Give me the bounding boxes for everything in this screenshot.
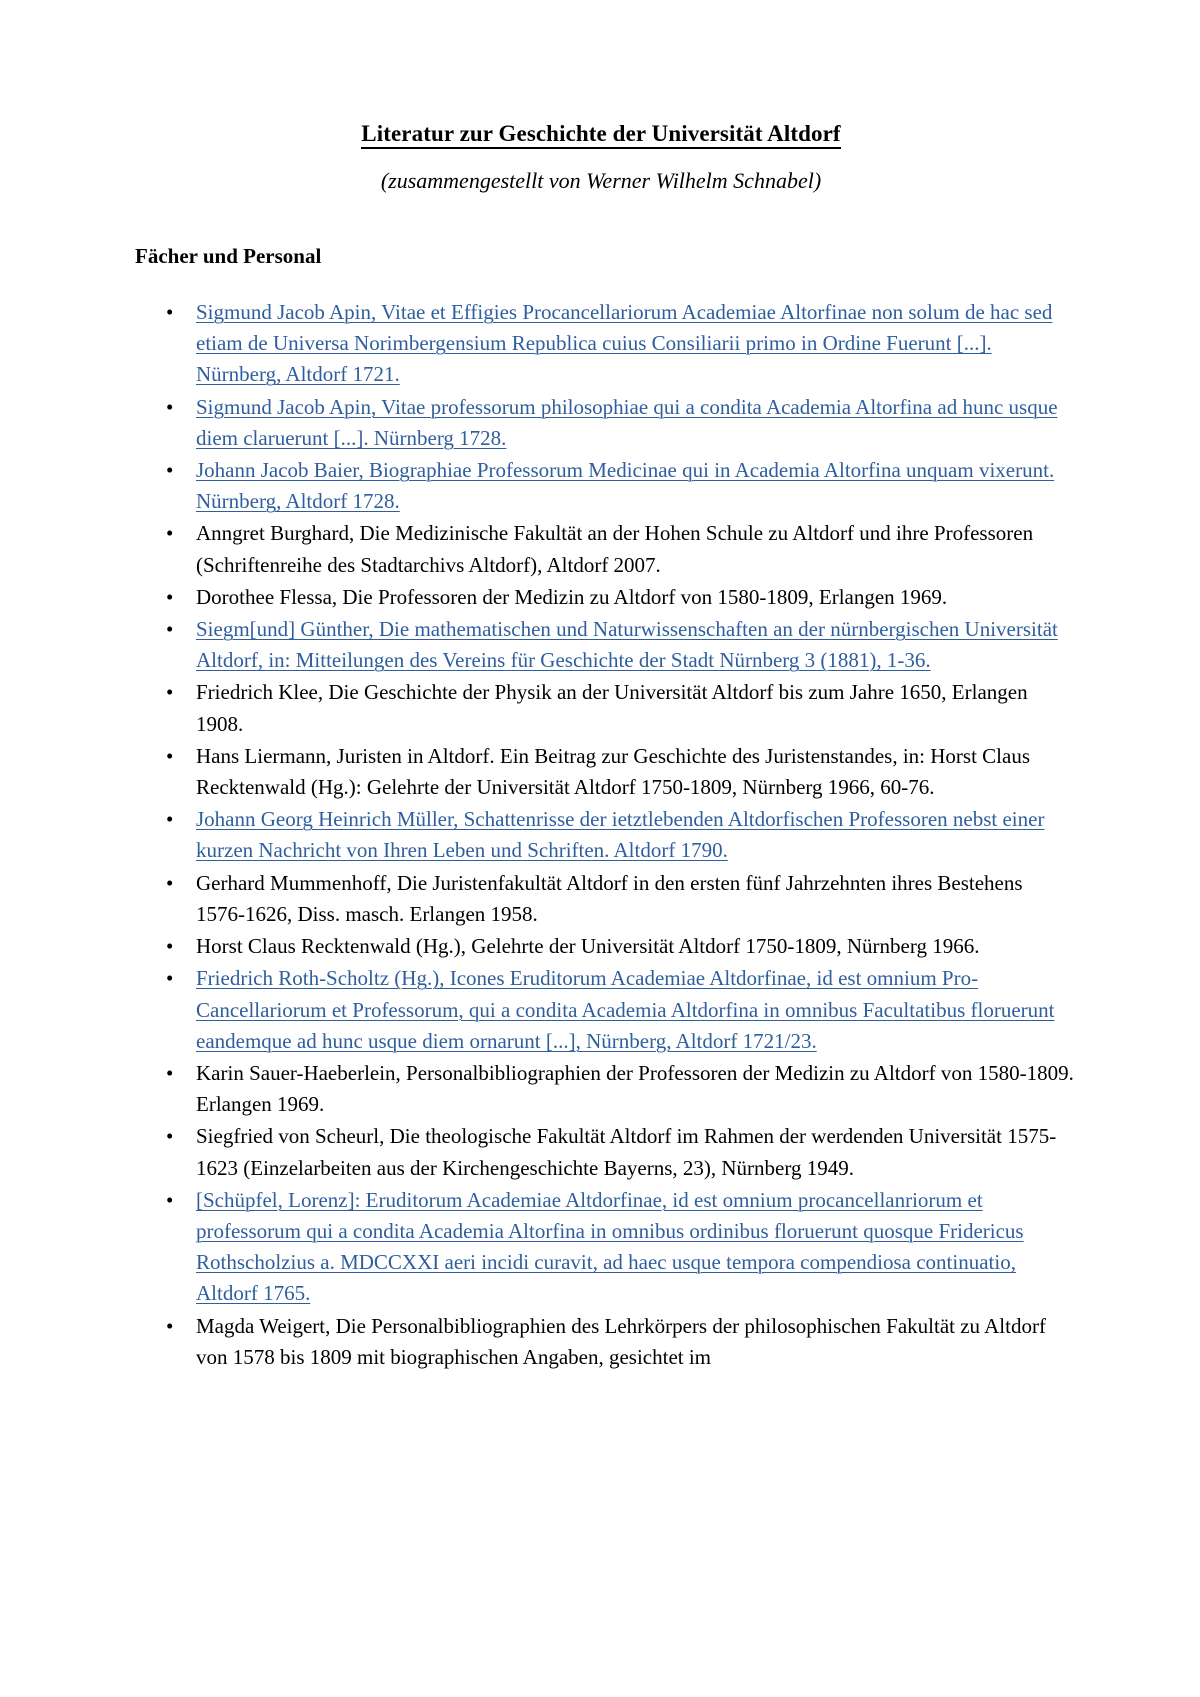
bibliography-entry [128,741,1074,803]
page-subtitle: (zusammengestellt von Werner Wilhelm Schnabel) [380,168,822,194]
bibliography-entry-text: Magda Weigert, Die Personalbibliographien des Lehrkörpers der philosophischen Fakultät zu Altdorf von 1578 bis 1809 mit biographischen Angaben, gesichtet im [196,1313,1046,1369]
page-title [128,118,1074,149]
section-heading: Fächer und Personal [135,243,322,268]
bibliography-entry-text: Karin Sauer-Haeberlein, Personalbibliographien der Professoren der Medizin zu Altdorf von 1580-1809. Erlangen 1969. [196,1060,1074,1117]
bibliography-entry [128,1121,1074,1183]
bullet-icon: • [166,617,174,642]
bibliography-entry[interactable] [128,392,1074,454]
bibliography-entry[interactable] [128,804,1074,866]
bullet-icon: • [166,458,174,483]
bibliography-entry-text: Friedrich Klee, Die Geschichte der Physik an der Universität Altdorf bis zum Jahre 1650, Erlangen 1908. [196,680,1028,736]
bibliography-entry-text: Siegfried von Scheurl, Die theologische Fakultät Altdorf im Rahmen der werdenden Universität 1575-1623 (Einzelarbeiten aus der Kirchengeschichte Bayerns, 23), Nürnberg 1949. [196,1124,1057,1180]
bibliography-entry-link[interactable]: Sigmund Jacob Apin, Vitae et Effigies Procancellariorum Academiae Altorfinae non solum de hac sed etiam de Universa Norimbergensium Republica cuius Consiliarii primo in Ordine Fuerunt [...]. Nürnberg, Altdorf 1721. [196,300,1053,387]
bullet-icon: • [166,870,174,895]
bibliography-entry-text: Gerhard Mummenhoff, Die Juristenfakultät Altdorf in den ersten fünf Jahrzehnten ihres Bestehens 1576-1626, Diss. masch. Erlangen 1958. [196,870,1023,926]
bibliography-entry [128,868,1074,930]
bibliography-entry-link[interactable]: [Schüpfel, Lorenz]: Eruditorum Academiae Altdorfinae, id est omnium procancellanriorum et professorum qui a condita Academia Altorfina in omnibus ordinibus floruerunt quosque Fridericus Rothscholzius a. MDCCXXI aeri incidi curavit, ad haec usque tempora compendiosa continuatio, Altdorf 1765. [196,1187,1024,1306]
bibliography-entry [128,518,1074,580]
bibliography-entry[interactable] [128,1185,1074,1310]
bullet-icon: • [166,1124,174,1149]
bullet-icon: • [166,743,174,768]
bibliography-entry-link[interactable]: Johann Georg Heinrich Müller, Schattenrisse der ietztlebenden Altdorfischen Professoren nebst einer kurzen Nachricht von Ihren Leben und Schriften. Altdorf 1790. [196,807,1045,863]
bibliography-entry[interactable] [128,963,1074,1057]
bibliography-entry [128,1311,1074,1373]
bullet-icon: • [166,394,174,419]
bullet-icon: • [166,680,174,705]
bibliography-entry[interactable] [128,455,1074,517]
bibliography-entry-link[interactable]: Siegm[und] Günther, Die mathematischen und Naturwissenschaften an der nürnbergischen Universität Altdorf, in: Mitteilungen des Vereins für Geschichte der Stadt Nürnberg 3 (1881), 1-36. [196,617,1058,673]
bibliography-entry-link[interactable]: Johann Jacob Baier, Biographiae Professorum Medicinae qui in Academia Altorfina unquam vixerunt. Nürnberg, Altdorf 1728. [196,458,1055,514]
bibliography-entry-text: Anngret Burghard, Die Medizinische Fakultät an der Hohen Schule zu Altdorf und ihre Professoren (Schriftenreihe des Stadtarchivs Altdorf), Altdorf 2007. [196,521,1034,577]
bibliography-entry [128,931,1074,962]
bullet-icon: • [166,807,174,832]
bibliography-entry-text: Hans Liermann, Juristen in Altdorf. Ein Beitrag zur Geschichte des Juristenstandes, in: Horst Claus Recktenwald (Hg.): Gelehrte der Universität Altdorf 1750-1809, Nürnberg 1966, 60-76. [196,743,1031,800]
bibliography-entry [128,1058,1074,1120]
bullet-icon: • [166,300,174,325]
bibliography-entry-text: Horst Claus Recktenwald (Hg.), Gelehrte der Universität Altdorf 1750-1809, Nürnberg 1966. [196,934,980,959]
bibliography-entry-text: Dorothee Flessa, Die Professoren der Medizin zu Altdorf von 1580-1809, Erlangen 1969. [196,584,948,609]
bibliography-entry-link[interactable]: Sigmund Jacob Apin, Vitae professorum philosophiae qui a condita Academia Altorfina ad hunc usque diem claruerunt [...]. Nürnberg 1728. [196,394,1058,450]
bullet-icon: • [166,1060,174,1085]
bibliography-entry [128,582,1074,613]
bullet-icon: • [166,521,174,546]
bibliography-entry[interactable] [128,297,1074,391]
bullet-icon: • [166,966,174,991]
bibliography-entry[interactable] [128,614,1074,676]
bibliography-entry [128,677,1074,739]
bullet-icon: • [166,934,174,959]
bullet-icon: • [166,1313,174,1338]
page-title-text: Literatur zur Geschichte der Universität Altdorf [361,121,840,149]
bullet-icon: • [166,584,174,609]
bibliography-entry-link[interactable]: Friedrich Roth-Scholtz (Hg.), Icones Eruditorum Academiae Altdorfinae, id est omnium Pro-Cancellariorum et Professorum, qui a condita Academia Altdorfina in omnibus Facultatibus floruerunt eandemque ad hunc usque diem ornarunt [...], Nürnberg, Altdorf 1721/23. [196,966,1055,1053]
bibliography-list [128,297,1074,1373]
bullet-icon: • [166,1187,174,1212]
